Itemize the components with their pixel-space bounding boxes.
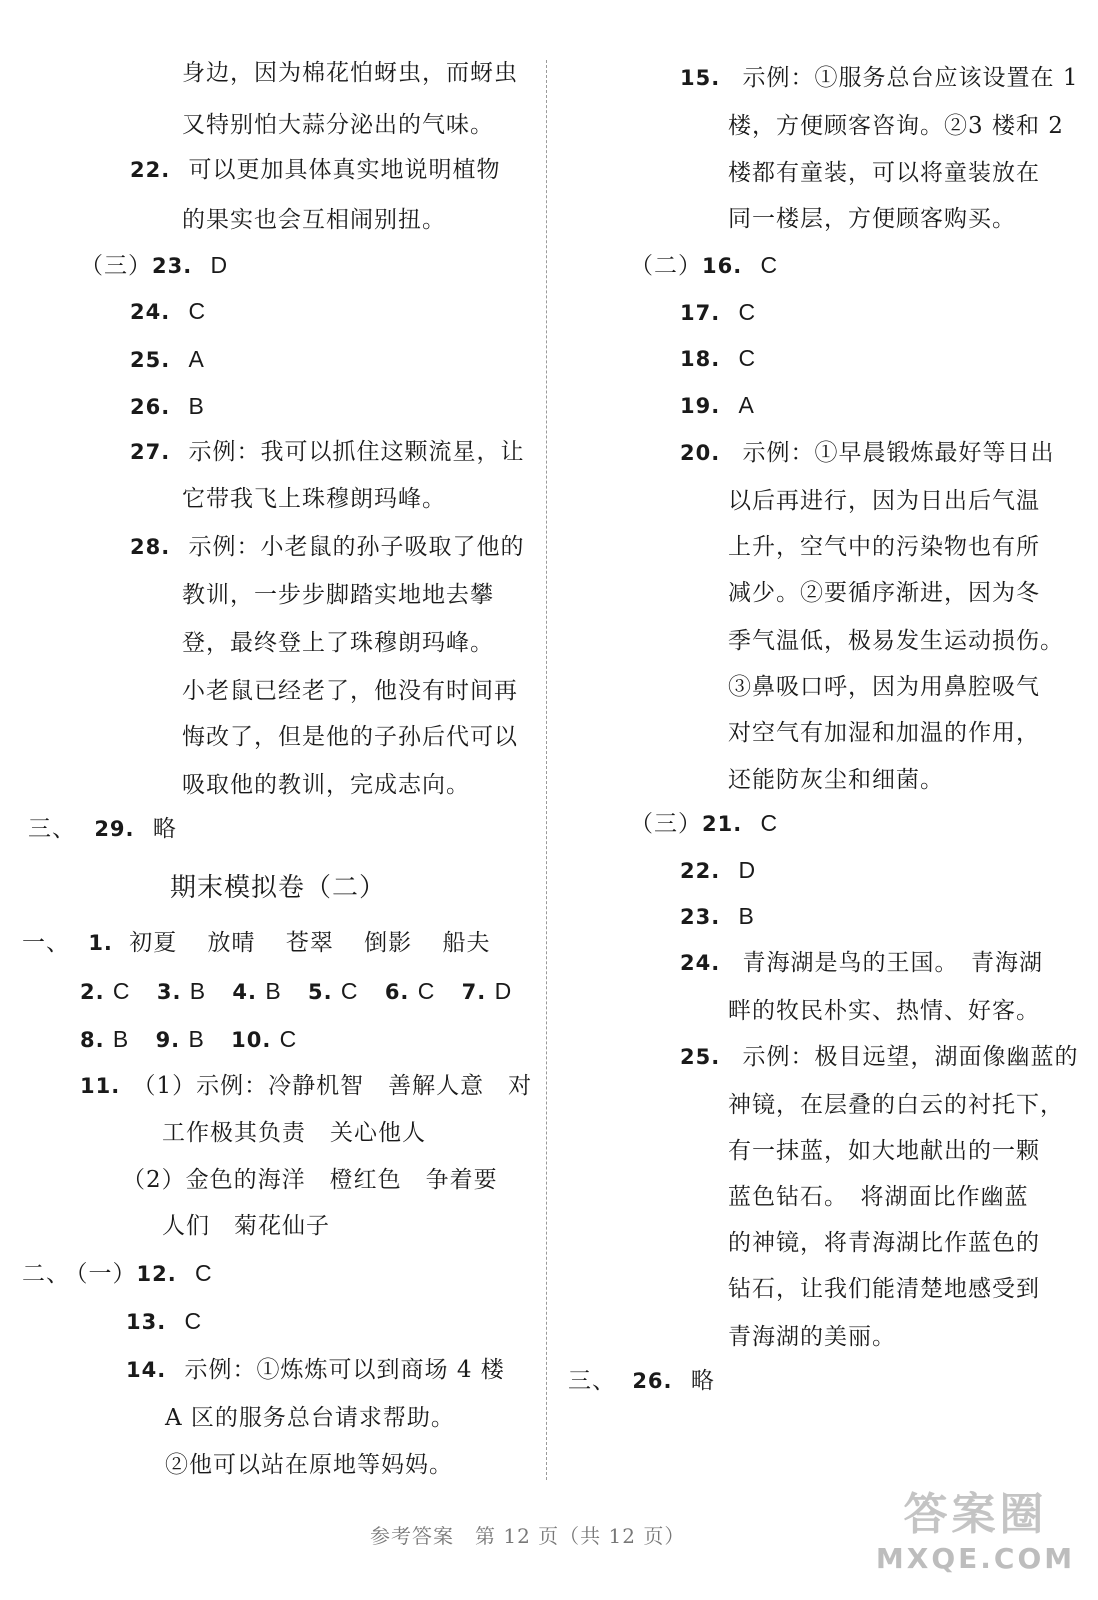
question-number: 25. [130,348,171,372]
question-number: 27. [130,440,171,464]
watermark-logo [873,1488,1078,1588]
part-label: 三、 [28,816,76,842]
question-11 [80,1071,532,1101]
answer-choice: B [188,1026,205,1052]
question-number: 10. [231,1028,272,1052]
question-number: 23. [152,254,193,278]
watermark-url: MXQE.COM [875,1542,1076,1575]
text-line: 青海湖的美丽。 [728,1324,896,1350]
text-line: 以后再进行，因为日出后气温 [728,488,1040,514]
part-label: 一、 [22,930,70,956]
text-line: 人们 菊花仙子 [162,1213,330,1239]
question-number: 24. [130,300,171,324]
answer-choice: C [760,252,779,278]
question-number: 7. [461,980,487,1004]
text-line: 畔的牧民朴实、热情、好客。 [728,998,1040,1024]
answer-text: 略 [690,1368,715,1394]
question-21 [630,808,778,839]
answer-text: 可以更加具体真实地说明植物 [188,157,501,183]
answer-choice: B [738,903,755,929]
question-20 [680,438,1055,468]
text-line: 季气温低，极易发生运动损伤。 [728,628,1064,654]
text-line: 还能防灰尘和细菌。 [728,767,944,793]
choice-row [80,1024,297,1055]
question-number: 9. [155,1028,181,1052]
answer-choice: C [112,978,131,1004]
column-divider [546,60,547,1480]
question-17 [680,297,756,328]
text-line: 上升，空气中的污染物也有所 [728,534,1040,560]
answer-choice: C [279,1026,298,1052]
section-label: （二） [630,253,702,279]
question-number: 4. [232,980,257,1004]
question-number: 29. [94,817,135,841]
question-number: 26. [130,395,171,419]
text-line: 减少。②要循序渐进，因为冬 [728,580,1040,606]
text-line: 它带我飞上珠穆朗玛峰。 [182,486,446,512]
text-line: 神镜，在层叠的白云的衬托下， [728,1092,1064,1118]
question-number: 2. [80,980,105,1004]
question-29 [28,814,177,844]
choice-row [80,976,512,1007]
answer-text: 示例：①炼炼可以到商场 4 楼 [184,1357,505,1383]
answer-text: 示例：小老鼠的孙子吸取了他的 [188,534,525,560]
text-line: 同一楼层，方便顾客购买。 [728,206,1016,232]
question-number: 18. [680,347,721,371]
question-14 [126,1355,505,1385]
answer-choice: B [265,978,282,1004]
answer-choice: B [112,1026,130,1052]
text-line: ③鼻吸口呼，因为用鼻腔吸气 [728,674,1040,700]
answer-choice: C [184,1308,203,1334]
text-line: 楼，方便顾客咨询。②3 楼和 2 [728,113,1064,139]
answer-word: 放晴 [207,930,256,956]
question-number: 21. [702,812,743,836]
text-line: ②他可以站在原地等妈妈。 [165,1452,453,1478]
text-line: 登，最终登上了珠穆朗玛峰。 [182,630,494,656]
answer-choice: C [760,810,779,836]
question-1 [22,928,490,958]
question-28 [130,532,525,562]
question-18 [680,343,756,374]
question-23r [680,901,755,932]
question-number: 20. [680,441,721,465]
text-line: 工作极其负责 关心他人 [162,1120,426,1146]
answer-choice: C [195,1260,213,1286]
answer-choice: A [188,346,205,372]
text-line: 的果实也会互相闹别扭。 [182,207,446,233]
question-number: 28. [130,535,171,559]
answer-text: 略 [152,816,177,842]
text-line: （2）金色的海洋 橙红色 争着要 [122,1167,498,1193]
question-number: 22. [130,158,171,182]
question-number: 26. [632,1369,673,1393]
text-line: 吸取他的教训，完成志向。 [182,772,470,798]
answer-word: 船夫 [442,930,491,956]
question-19 [680,390,755,421]
text-line: 小老鼠已经老了，他没有时间再 [182,678,518,704]
question-24 [130,296,206,327]
text-line: 悔改了，但是他的子孙后代可以 [182,724,518,750]
answer-word: 初夏 [129,930,178,956]
question-22r [680,855,756,886]
question-number: 24. [680,951,721,975]
answer-choice: C [738,299,757,325]
text-line: 对空气有加湿和加温的作用， [728,720,1040,746]
question-number: 11. [80,1074,121,1098]
answer-text: （1）示例：冷静机智 善解人意 对 [132,1073,533,1099]
question-number: 17. [680,301,721,325]
answer-text: 示例：①服务总台应该设置在 1 [742,65,1079,91]
question-26 [130,391,205,422]
question-23 [80,250,228,281]
question-number: 6. [384,980,410,1004]
question-number: 5. [307,980,333,1004]
question-24r [680,948,1043,978]
page-footer: 参考答案 第 12 页（共 12 页） [370,1524,686,1548]
answer-choice: D [210,252,229,278]
watermark-title: 答案圈 [903,1489,1048,1540]
question-number: 3. [156,980,182,1004]
exam-title: 期末模拟卷（二） [170,873,387,903]
text-line: 的神镜，将青海湖比作蓝色的 [728,1230,1040,1256]
answer-choice: C [417,978,436,1004]
part-label: 三、 [568,1368,616,1394]
question-number: 12. [136,1262,177,1286]
answer-word: 苍翠 [285,930,334,956]
question-26r [568,1366,715,1396]
answer-choice: C [340,978,359,1004]
text-line: A 区的服务总台请求帮助。 [165,1405,455,1431]
answer-text: 示例：我可以抓住这颗流星，让 [188,439,525,465]
question-number: 14. [126,1358,167,1382]
text-line: 有一抹蓝，如大地献出的一颗 [728,1138,1040,1164]
question-12 [22,1258,213,1289]
section-label: （一） [76,1261,137,1287]
question-number: 23. [680,905,721,929]
answer-choice: C [188,298,207,324]
answer-choice: C [738,345,757,371]
text-line: 楼都有童装，可以将童装放在 [728,160,1040,186]
answer-text: 示例：①早晨锻炼最好等日出 [742,440,1055,466]
text-line: 又特别怕大蒜分泌出的气味。 [182,112,494,138]
question-25r [680,1042,1079,1072]
answer-text: 青海湖是鸟的王国。 青海湖 [742,950,1044,976]
text-line: 钻石，让我们能清楚地感受到 [728,1276,1040,1302]
section-label: （三） [630,811,702,837]
question-number: 22. [680,859,721,883]
question-number: 8. [80,1028,105,1052]
question-22 [130,155,501,185]
section-label: （三） [80,253,152,279]
question-13 [126,1306,202,1337]
text-line: 身边，因为棉花怕蚜虫，而蚜虫 [182,60,518,86]
answer-choice: D [738,857,757,883]
answer-choice: B [189,978,207,1004]
question-27 [130,437,525,467]
question-16 [630,250,778,281]
question-25 [130,344,205,375]
answer-choice: B [188,393,205,419]
answer-choice: D [494,978,513,1004]
answer-choice: A [738,392,755,418]
answer-text: 示例：极目远望，湖面像幽蓝的 [742,1044,1079,1070]
question-15 [680,63,1078,93]
text-line: 教训，一步步脚踏实地地去攀 [182,582,494,608]
answer-word: 倒影 [364,930,413,956]
part-label: 二、 [22,1261,70,1287]
question-number: 13. [126,1310,167,1334]
question-number: 25. [680,1045,721,1069]
text-line: 蓝色钻石。 将湖面比作幽蓝 [728,1184,1029,1210]
question-number: 19. [680,394,721,418]
question-number: 1. [88,931,113,955]
question-number: 16. [702,254,743,278]
question-number: 15. [680,66,721,90]
